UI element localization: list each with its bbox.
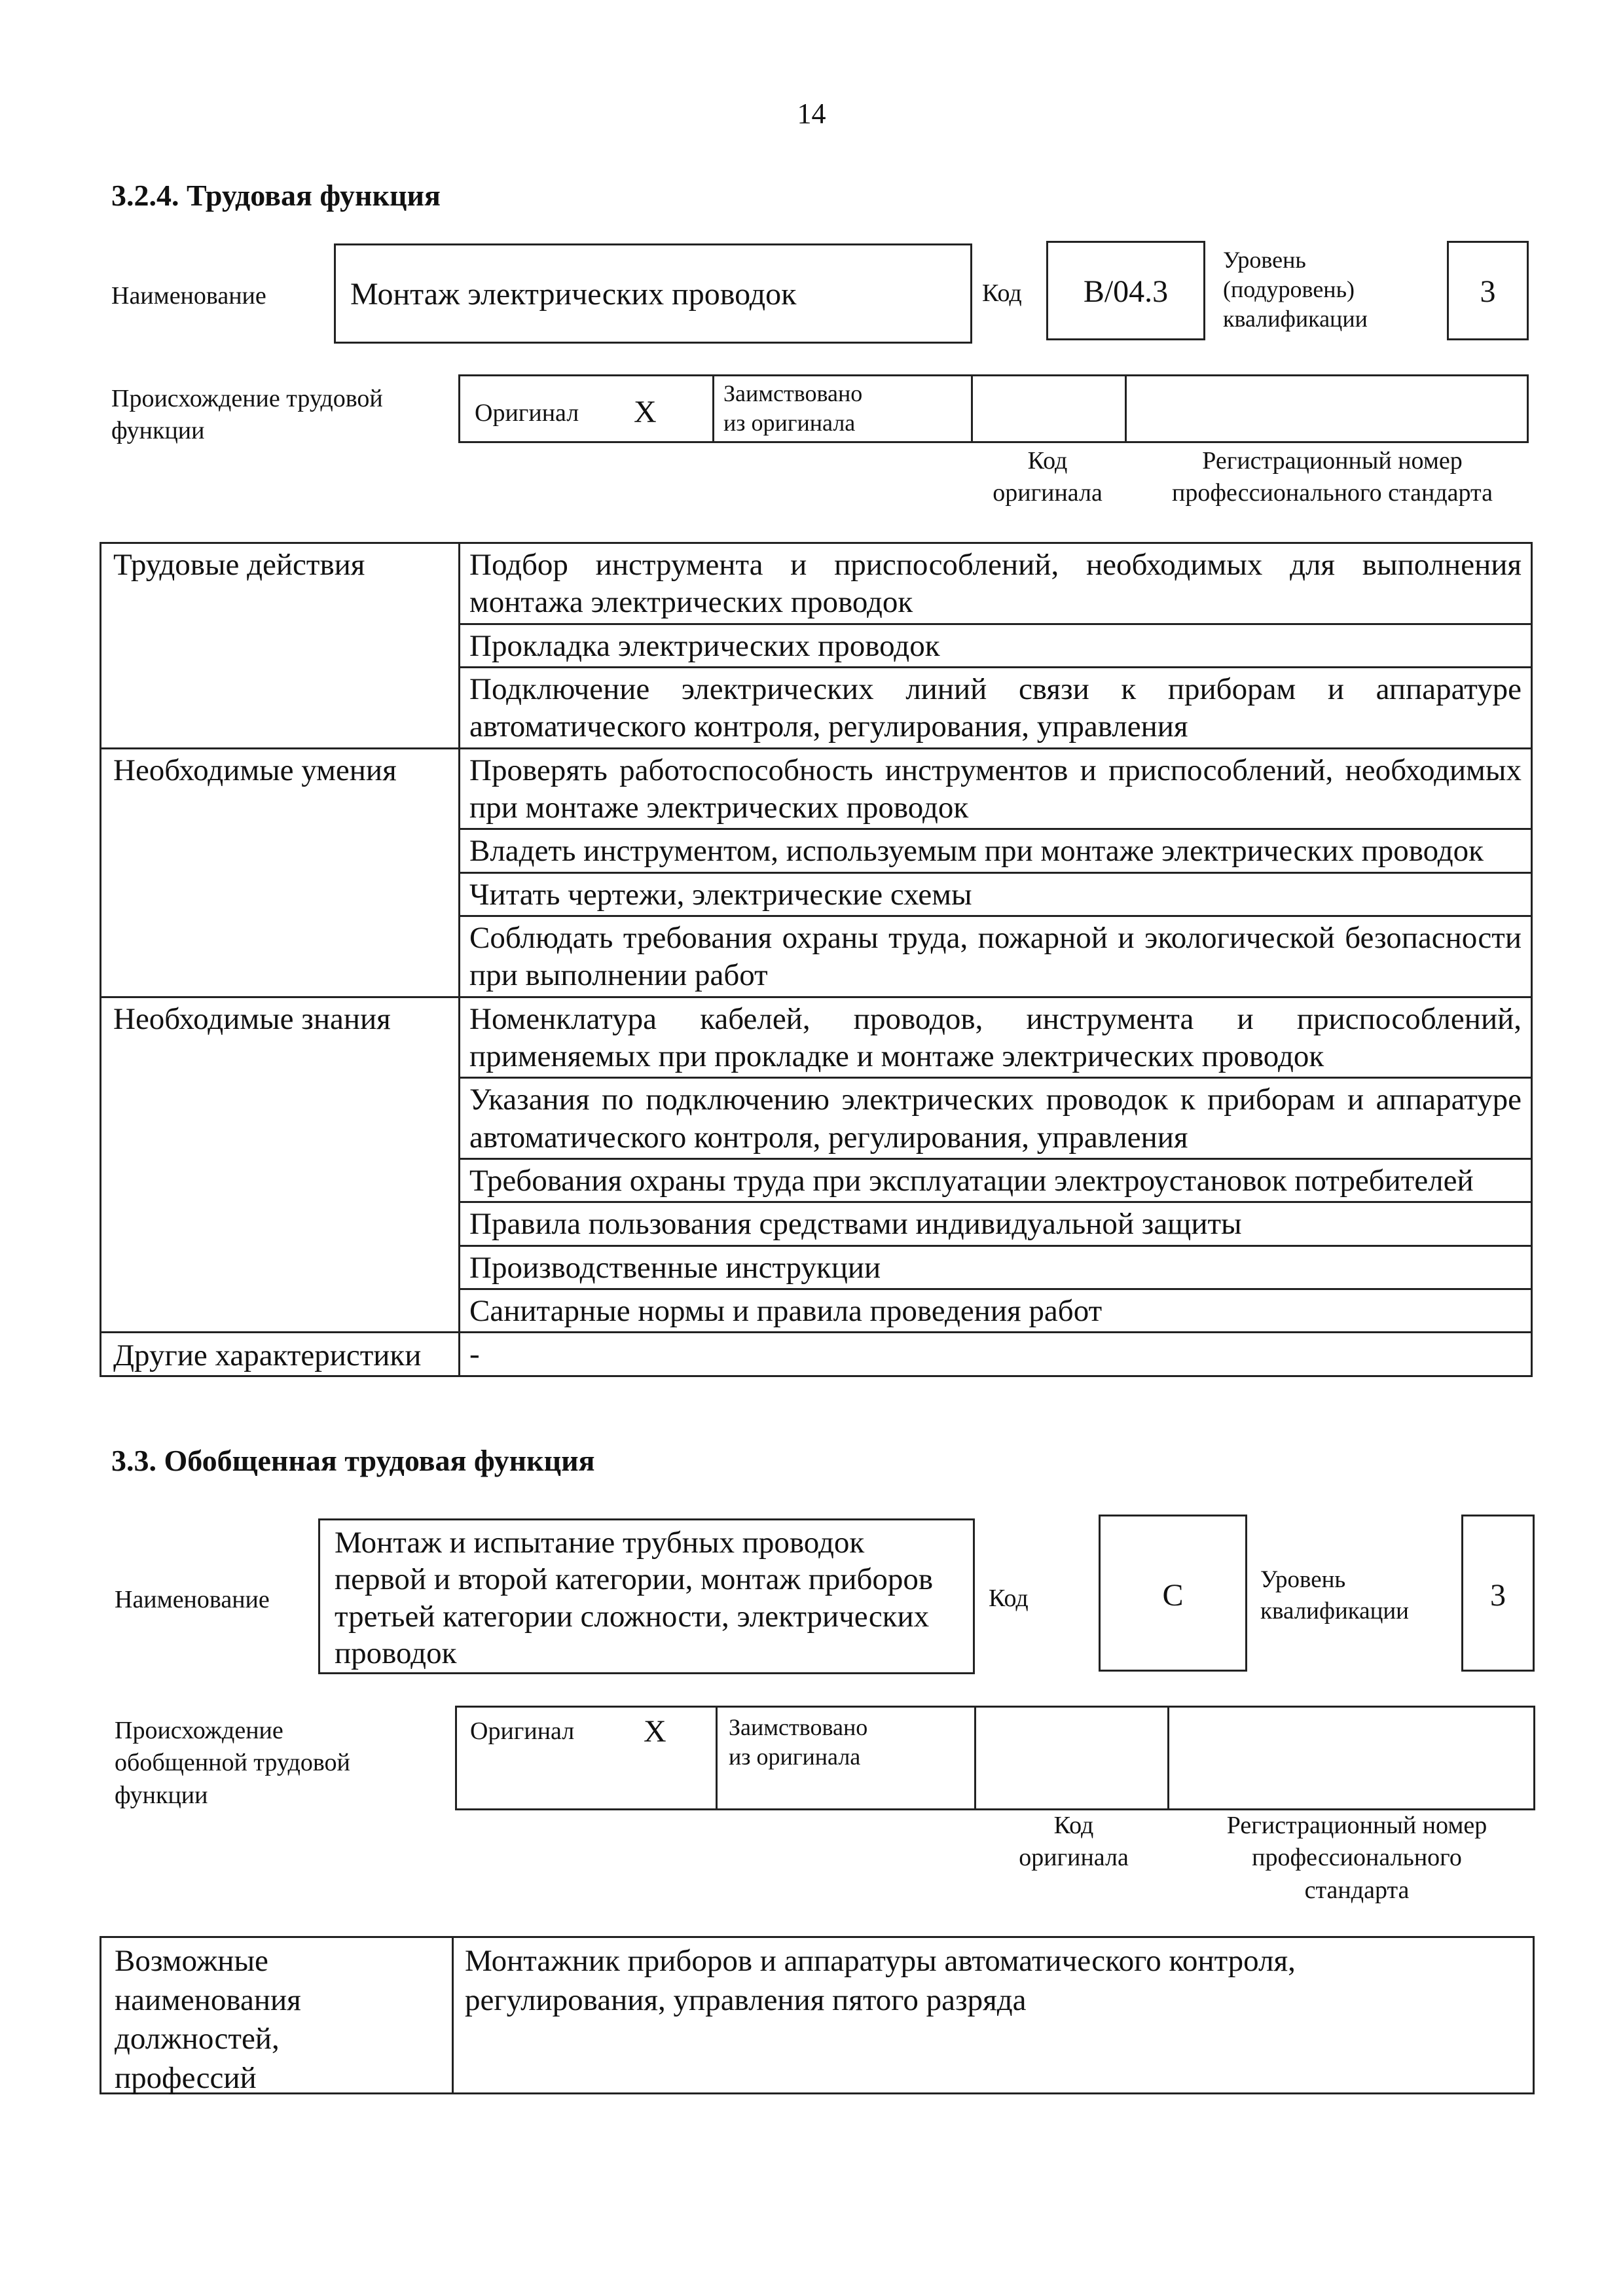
name-label: Наименование [111,282,266,310]
reg-number-caption-line-2: профессионального стандарта [1172,479,1493,507]
name-field [318,1518,975,1674]
knowledge-item: Номенклатура кабелей, проводов, инструмента и приспособлений, применяемых при прокладке и монтаже электрических проводок [460,997,1532,1078]
knowledge-category: Необходимые знания [101,997,460,1333]
origin-label-line-1: Происхождение трудовой [111,385,383,412]
level-label [1260,1564,1409,1627]
table-row [101,1333,1532,1376]
name-value: Монтаж электрических проводок [350,277,797,312]
origin-row [458,374,1529,443]
actions-category: Трудовые действия [101,543,460,749]
positions-table [100,1936,1535,2094]
code-original-caption [962,445,1133,510]
reg-number-caption-line-1: Регистрационный номер [1202,447,1463,475]
positions-label: Возможные наименования должностей, профессий [115,1944,301,2096]
skill-item: Владеть инструментом, используемым при монтаже электрических проводок [460,829,1532,872]
code-label: Код [989,1585,1029,1612]
borrowed-label [723,379,862,438]
origin-label-line-3: функции [115,1781,208,1809]
knowledge-item: Санитарные нормы и правила проведения работ [460,1289,1532,1332]
skills-category: Необходимые умения [101,748,460,997]
knowledge-item: Требования охраны труда при эксплуатации электроустановок потребителей [460,1158,1532,1202]
skill-item: Проверять работоспособность инструментов и приспособлений, необходимых при монтаже электрических проводок [460,748,1532,829]
code-field [1099,1515,1247,1672]
section-heading: 3.3. Обобщенная трудовая функция [111,1444,595,1477]
borrowed-label-line-1: Заимствовано [729,1714,868,1740]
skill-item: Читать чертежи, электрические схемы [460,872,1532,916]
positions-value: Монтажник приборов и аппаратуры автоматического контроля, регулирования, управления пятого разряда [465,1944,1296,2017]
section-heading: 3.2.4. Трудовая функция [111,179,441,212]
action-item: Прокладка электрических проводок [460,624,1532,667]
skill-item: Соблюдать требования охраны труда, пожарной и экологической безопасности при выполнении работ [460,916,1532,997]
original-mark: X [634,395,657,429]
origin-label [115,1715,350,1812]
code-value: C [1162,1578,1184,1613]
level-label-line-1: Уровень [1260,1566,1346,1593]
original-mark: X [644,1714,666,1749]
name-label: Наименование [115,1586,270,1613]
labor-function-table [100,542,1533,1377]
level-label-line-1: Уровень [1223,247,1306,273]
level-field [1461,1515,1535,1672]
other-value: - [460,1333,1532,1376]
level-label-line-2: квалификации [1260,1598,1409,1625]
other-category: Другие характеристики [101,1333,460,1376]
level-field [1447,241,1529,340]
origin-divider [1167,1708,1169,1809]
positions-divider [452,1938,454,2093]
borrowed-label-line-2: из оригинала [723,410,856,436]
page-number: 14 [797,98,826,130]
origin-label-line-2: функции [111,417,205,445]
level-label-line-2: (подуровень) [1223,276,1355,302]
reg-number-caption [1178,1810,1535,1907]
original-label: Оригинал [475,399,579,427]
table-row [101,748,1532,829]
level-value: 3 [1480,274,1496,309]
origin-divider [712,376,714,442]
name-value: Монтаж и испытание трубных проводок первой и второй категории, монтаж приборов третьей категории сложности, электрических проводок [335,1526,934,1671]
code-label: Код [982,279,1022,307]
origin-divider [716,1708,718,1809]
code-original-caption-line-1: Код [1027,447,1068,475]
knowledge-item: Правила пользования средствами индивидуальной защиты [460,1202,1532,1246]
code-original-caption-line-2: оригинала [993,479,1103,507]
code-original-caption-line-2: оригинала [1019,1844,1129,1872]
original-label: Оригинал [470,1717,575,1745]
origin-row [455,1706,1535,1810]
action-item: Подключение электрических линий связи к приборам и аппаратуре автоматического контроля, регулирования, управления [460,667,1532,748]
borrowed-label [729,1713,867,1772]
level-label [1223,245,1368,334]
origin-divider [971,376,973,442]
borrowed-label-line-1: Заимствовано [723,380,863,406]
origin-divider [1125,376,1127,442]
knowledge-item: Производственные инструкции [460,1246,1532,1289]
level-label-line-3: квалификации [1223,306,1368,332]
reg-number-caption [1136,445,1529,510]
level-value: 3 [1490,1578,1506,1613]
knowledge-item: Указания по подключению электрических проводок к приборам и аппаратуре автоматического контроля, регулирования, управления [460,1078,1532,1159]
reg-number-caption-line-2: профессионального [1252,1844,1462,1872]
code-original-caption [982,1810,1165,1874]
reg-number-caption-line-1: Регистрационный номер [1226,1812,1487,1839]
origin-label-line-1: Происхождение [115,1717,283,1744]
reg-number-caption-line-3: стандарта [1304,1876,1410,1904]
code-original-caption-line-1: Код [1053,1812,1094,1839]
origin-label [111,383,383,448]
name-field [334,243,972,344]
table-row [101,543,1532,624]
borrowed-label-line-2: из оригинала [729,1744,861,1770]
action-item: Подбор инструмента и приспособлений, необходимых для выполнения монтажа электрических проводок [460,543,1532,624]
origin-divider [974,1708,976,1809]
code-field [1046,241,1205,340]
code-value: B/04.3 [1083,274,1169,309]
origin-label-line-2: обобщенной трудовой [115,1749,350,1777]
table-row [101,997,1532,1078]
